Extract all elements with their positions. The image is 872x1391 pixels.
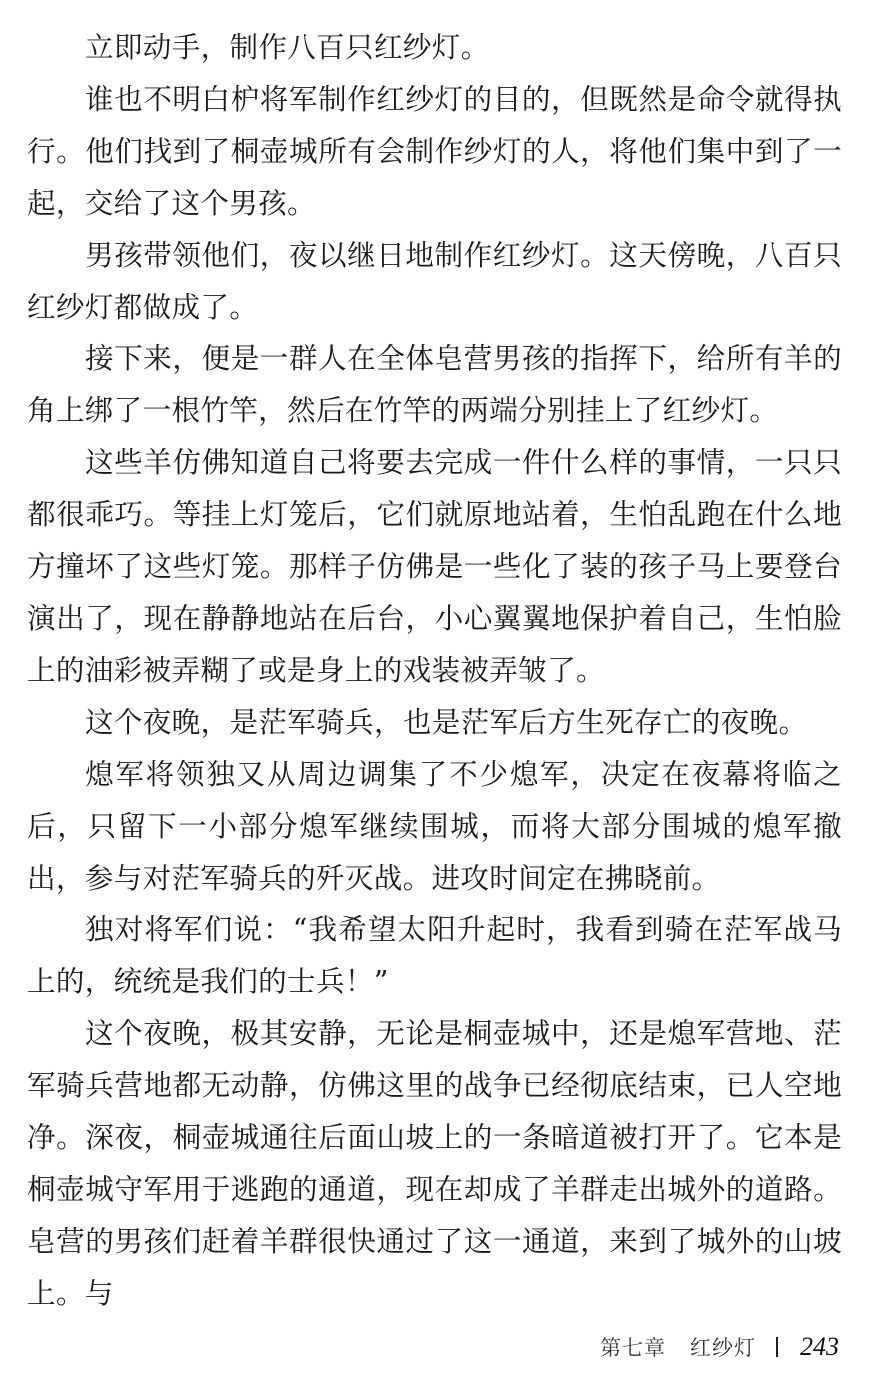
page-body [27, 22, 842, 1320]
page-footer [600, 1332, 842, 1362]
paragraph: 男孩带领他们，夜以继日地制作红纱灯。这天傍晚，八百只红纱灯都做成了。 [27, 237, 842, 324]
paragraph: 这个夜晚，是茫军骑兵，也是茫军后方生死存亡的夜晚。 [85, 704, 808, 739]
footer-divider [776, 1337, 778, 1357]
page-number: 243 [800, 1332, 839, 1361]
paragraph: 这些羊仿佛知道自己将要去完成一件什么样的事情，一只只都很乖巧。等挂上灯笼后，它们就原地站着，生怕乱跑在什么地方撞坏了这些灯笼。那样子仿佛是一些化了装的孩子马上要登台演出了，现在静静地站在后台，小心翼翼地保护着自己，生怕脸上的油彩被弄糊了或是身上的戏装被弄皱了。 [27, 445, 842, 687]
paragraph: 谁也不明白枦将军制作红纱灯的目的，但既然是命令就得执行。他们找到了桐壶城所有会制作纱灯的人，将他们集中到了一起，交给了这个男孩。 [27, 81, 842, 220]
chapter-label: 第七章 [600, 1336, 666, 1360]
paragraph: 独对将军们说：“我希望太阳升起时，我看到骑在茫军战马上的，统统是我们的士兵！” [27, 912, 842, 999]
paragraph: 熄军将领独又从周边调集了不少熄军，决定在夜幕将临之后，只留下一小部分熄军继续围城，而将大部分围城的熄军撤出，参与对茫军骑兵的歼灭战。进攻时间定在拂晓前。 [27, 756, 842, 895]
chapter-title: 红纱灯 [690, 1336, 756, 1360]
paragraph: 立即动手，制作八百只红纱灯。 [85, 30, 490, 64]
paragraph: 接下来，便是一群人在全体皂营男孩的指挥下，给所有羊的角上绑了一根竹竿，然后在竹竿的两端分别挂上了红纱灯。 [27, 341, 842, 428]
paragraph: 这个夜晚，极其安静，无论是桐壶城中，还是熄军营地、茫军骑兵营地都无动静，仿佛这里的战争已经彻底结束，已人空地净。深夜，桐壶城通往后面山坡上的一条暗道被打开了。它本是桐壶城守军用于逃跑的通道，现在却成了羊群走出城外的道路。皂营的男孩们赶着羊群很快通过了这一通道，来到了城外的山坡上。与 [27, 1016, 842, 1310]
